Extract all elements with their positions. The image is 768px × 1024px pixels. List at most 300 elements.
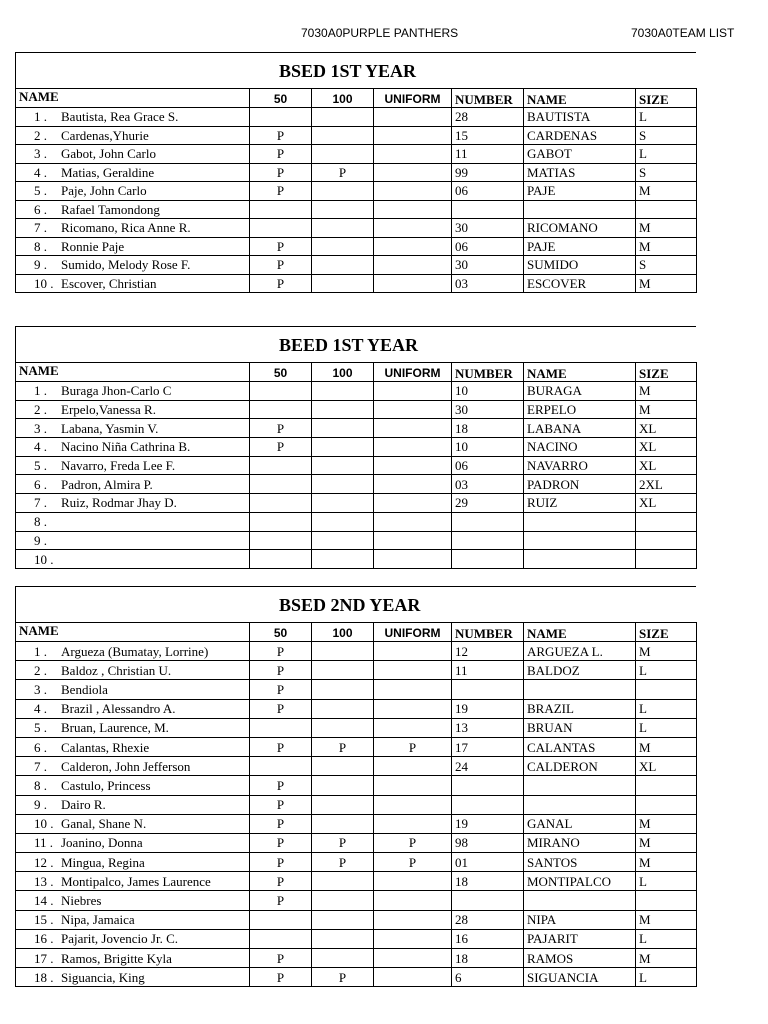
fee-100-cell (312, 219, 374, 238)
col-header-50: 50 (250, 623, 312, 642)
fee-100-cell: P (312, 968, 374, 987)
uniform-cell (374, 237, 452, 256)
name-cell (16, 776, 250, 795)
name-cell (16, 475, 250, 494)
fee-50-cell (250, 550, 312, 569)
jersey-number-cell: 17 (452, 737, 524, 756)
player-name: Sumido, Melody Rose F. (61, 257, 191, 273)
table-row (16, 475, 697, 494)
uniform-cell (374, 718, 452, 737)
jersey-number-cell (452, 795, 524, 814)
jersey-number-cell (452, 531, 524, 550)
fee-100-cell (312, 274, 374, 293)
fee-50-cell: P (250, 126, 312, 145)
name-cell (16, 699, 250, 718)
row-number: 10 . (34, 275, 54, 291)
jersey-number-cell (452, 776, 524, 795)
player-name: Navarro, Freda Lee F. (61, 458, 176, 474)
table-row (16, 795, 697, 814)
size-cell: L (636, 661, 697, 680)
row-number: 3 . (34, 146, 47, 162)
fee-50-cell (250, 531, 312, 550)
fee-50-cell: P (250, 145, 312, 164)
table-row (16, 531, 697, 550)
fee-50-cell (250, 929, 312, 948)
fee-50-cell: P (250, 661, 312, 680)
player-name: Joanino, Donna (61, 835, 143, 851)
size-cell: M (636, 237, 697, 256)
table-row (16, 438, 697, 457)
jersey-number-cell: 19 (452, 814, 524, 833)
jersey-name-cell: GABOT (524, 145, 636, 164)
fee-50-cell (250, 718, 312, 737)
size-cell (636, 512, 697, 531)
jersey-number-cell: 30 (452, 219, 524, 238)
fee-50-cell: P (250, 853, 312, 872)
jersey-name-cell: ERPELO (524, 400, 636, 419)
jersey-number-cell: 01 (452, 853, 524, 872)
jersey-number-cell (452, 200, 524, 219)
jersey-name-cell: MATIAS (524, 163, 636, 182)
jersey-name-cell: MIRANO (524, 833, 636, 852)
fee-100-cell (312, 531, 374, 550)
table-row (16, 456, 697, 475)
section-bsed-2nd-year (15, 586, 696, 987)
fee-100-cell (312, 475, 374, 494)
name-cell (16, 145, 250, 164)
name-cell (16, 795, 250, 814)
player-name: Erpelo,Vanessa R. (61, 402, 156, 418)
player-name: Calantas, Rhexie (61, 739, 150, 755)
name-cell (16, 219, 250, 238)
name-cell (16, 200, 250, 219)
table-row (16, 737, 697, 756)
table-row (16, 550, 697, 569)
col-header-number: NUMBER (452, 89, 524, 108)
fee-50-cell: P (250, 699, 312, 718)
jersey-number-cell: 6 (452, 968, 524, 987)
player-name: Ricomano, Rica Anne R. (61, 220, 191, 236)
uniform-cell (374, 494, 452, 513)
jersey-name-cell: PAJE (524, 237, 636, 256)
jersey-name-cell: BAUTISTA (524, 108, 636, 127)
jersey-number-cell: 18 (452, 949, 524, 968)
table-row (16, 419, 697, 438)
page-header (0, 26, 768, 42)
jersey-number-cell: 06 (452, 456, 524, 475)
uniform-cell (374, 699, 452, 718)
name-cell (16, 550, 250, 569)
jersey-name-cell (524, 891, 636, 910)
fee-100-cell (312, 699, 374, 718)
table-row (16, 400, 697, 419)
name-cell (16, 661, 250, 680)
uniform-cell (374, 200, 452, 219)
fee-100-cell: P (312, 833, 374, 852)
name-cell (16, 949, 250, 968)
uniform-cell (374, 419, 452, 438)
fee-50-cell: P (250, 833, 312, 852)
col-header-number: NUMBER (452, 623, 524, 642)
name-cell (16, 494, 250, 513)
row-number: 4 . (34, 701, 47, 717)
col-header-100: 100 (312, 623, 374, 642)
table-row (16, 200, 697, 219)
row-number: 4 . (34, 439, 47, 455)
table-row (16, 108, 697, 127)
table-row (16, 757, 697, 776)
row-number: 9 . (34, 532, 47, 548)
table-row (16, 891, 697, 910)
row-number: 14 . (34, 893, 54, 909)
fee-100-cell (312, 814, 374, 833)
fee-100-cell (312, 872, 374, 891)
fee-50-cell (250, 200, 312, 219)
fee-50-cell: P (250, 968, 312, 987)
player-name: Mingua, Regina (61, 854, 145, 870)
name-cell (16, 382, 250, 401)
jersey-name-cell: GANAL (524, 814, 636, 833)
size-cell: M (636, 182, 697, 201)
col-header-100: 100 (312, 363, 374, 382)
jersey-number-cell: 11 (452, 145, 524, 164)
team-title: 7030A0PURPLE PANTHERS (301, 26, 459, 40)
uniform-cell (374, 550, 452, 569)
size-cell: M (636, 219, 697, 238)
jersey-name-cell: PAJARIT (524, 929, 636, 948)
col-header-number: NUMBER (452, 363, 524, 382)
jersey-name-cell: RICOMANO (524, 219, 636, 238)
col-header-size: SIZE (636, 89, 697, 108)
size-cell: M (636, 642, 697, 661)
size-cell: L (636, 929, 697, 948)
size-cell: M (636, 814, 697, 833)
row-number: 7 . (34, 758, 47, 774)
jersey-name-cell: PAJE (524, 182, 636, 201)
name-cell (16, 126, 250, 145)
jersey-number-cell: 18 (452, 872, 524, 891)
header-row (16, 363, 697, 382)
player-name: Nipa, Jamaica (61, 912, 135, 928)
player-name: Cardenas,Yhurie (61, 127, 149, 143)
player-name: Nacino Niña Cathrina B. (61, 439, 191, 455)
player-name: Ronnie Paje (61, 238, 125, 254)
jersey-name-cell (524, 200, 636, 219)
jersey-name-cell: BURAGA (524, 382, 636, 401)
jersey-number-cell: 18 (452, 419, 524, 438)
jersey-name-cell: BALDOZ (524, 661, 636, 680)
table-row (16, 680, 697, 699)
name-cell (16, 757, 250, 776)
name-cell (16, 419, 250, 438)
name-cell (16, 163, 250, 182)
jersey-name-cell: BRAZIL (524, 699, 636, 718)
name-cell (16, 642, 250, 661)
jersey-name-cell: NAVARRO (524, 456, 636, 475)
jersey-number-cell: 29 (452, 494, 524, 513)
jersey-number-cell: 28 (452, 108, 524, 127)
roster-table (15, 622, 697, 987)
fee-100-cell (312, 182, 374, 201)
jersey-name-cell: ARGUEZA L. (524, 642, 636, 661)
fee-50-cell: P (250, 795, 312, 814)
fee-100-cell (312, 718, 374, 737)
player-name: Ganal, Shane N. (61, 816, 147, 832)
jersey-number-cell: 06 (452, 182, 524, 201)
table-row (16, 929, 697, 948)
fee-50-cell (250, 400, 312, 419)
jersey-number-cell: 16 (452, 929, 524, 948)
fee-50-cell: P (250, 891, 312, 910)
fee-100-cell (312, 642, 374, 661)
jersey-name-cell: CARDENAS (524, 126, 636, 145)
fee-50-cell: P (250, 274, 312, 293)
jersey-name-cell: SUMIDO (524, 256, 636, 275)
fee-50-cell (250, 757, 312, 776)
col-header-name: NAME (16, 363, 250, 382)
jersey-number-cell: 30 (452, 256, 524, 275)
fee-100-cell (312, 456, 374, 475)
fee-50-cell: P (250, 949, 312, 968)
size-cell: XL (636, 494, 697, 513)
jersey-name-cell: ESCOVER (524, 274, 636, 293)
table-row (16, 872, 697, 891)
size-cell: XL (636, 438, 697, 457)
size-cell: M (636, 910, 697, 929)
table-row (16, 237, 697, 256)
col-header-size: SIZE (636, 623, 697, 642)
jersey-name-cell: RAMOS (524, 949, 636, 968)
table-row (16, 833, 697, 852)
uniform-cell (374, 531, 452, 550)
player-name: Gabot, John Carlo (61, 146, 156, 162)
fee-50-cell: P (250, 642, 312, 661)
uniform-cell (374, 145, 452, 164)
name-cell (16, 872, 250, 891)
uniform-cell (374, 438, 452, 457)
jersey-number-cell: 10 (452, 382, 524, 401)
size-cell: XL (636, 757, 697, 776)
fee-100-cell (312, 929, 374, 948)
name-cell (16, 737, 250, 756)
fee-50-cell: P (250, 182, 312, 201)
size-cell: L (636, 718, 697, 737)
uniform-cell (374, 872, 452, 891)
section-bsed-1st-year (15, 52, 696, 293)
fee-100-cell (312, 891, 374, 910)
row-number: 4 . (34, 164, 47, 180)
table-row (16, 163, 697, 182)
row-number: 8 . (34, 777, 47, 793)
row-number: 1 . (34, 383, 47, 399)
size-cell: M (636, 737, 697, 756)
uniform-cell (374, 814, 452, 833)
name-cell (16, 256, 250, 275)
table-row (16, 910, 697, 929)
fee-100-cell (312, 661, 374, 680)
size-cell: M (636, 400, 697, 419)
fee-50-cell (250, 910, 312, 929)
row-number: 8 . (34, 238, 47, 254)
size-cell: L (636, 968, 697, 987)
uniform-cell (374, 256, 452, 275)
col-header-name: NAME (16, 623, 250, 642)
size-cell: M (636, 833, 697, 852)
table-row (16, 219, 697, 238)
size-cell: M (636, 949, 697, 968)
table-row (16, 512, 697, 531)
fee-50-cell: P (250, 776, 312, 795)
col-header-50: 50 (250, 363, 312, 382)
name-cell (16, 182, 250, 201)
fee-100-cell (312, 680, 374, 699)
row-number: 2 . (34, 402, 47, 418)
name-cell (16, 814, 250, 833)
uniform-cell (374, 968, 452, 987)
fee-100-cell: P (312, 163, 374, 182)
size-cell (636, 795, 697, 814)
fee-100-cell (312, 400, 374, 419)
jersey-number-cell: 12 (452, 642, 524, 661)
table-row (16, 814, 697, 833)
row-number: 18 . (34, 969, 54, 985)
name-cell (16, 833, 250, 852)
name-cell (16, 237, 250, 256)
fee-100-cell (312, 382, 374, 401)
size-cell: S (636, 126, 697, 145)
uniform-cell (374, 910, 452, 929)
fee-100-cell (312, 795, 374, 814)
jersey-name-cell: NACINO (524, 438, 636, 457)
uniform-cell (374, 274, 452, 293)
row-number: 2 . (34, 662, 47, 678)
jersey-name-cell: BRUAN (524, 718, 636, 737)
col-header-uniform: UNIFORM (374, 623, 452, 642)
jersey-number-cell (452, 891, 524, 910)
row-number: 3 . (34, 420, 47, 436)
section-title: BEED 1ST YEAR (15, 326, 696, 362)
player-name: Buraga Jhon-Carlo C (61, 383, 172, 399)
table-row (16, 718, 697, 737)
fee-100-cell (312, 949, 374, 968)
table-row (16, 776, 697, 795)
jersey-name-cell (524, 680, 636, 699)
name-cell (16, 456, 250, 475)
name-cell (16, 531, 250, 550)
fee-100-cell: P (312, 737, 374, 756)
size-cell: 2XL (636, 475, 697, 494)
row-number: 13 . (34, 873, 54, 889)
name-cell (16, 929, 250, 948)
table-row (16, 126, 697, 145)
fee-100-cell (312, 550, 374, 569)
jersey-number-cell (452, 550, 524, 569)
jersey-number-cell (452, 680, 524, 699)
row-number: 8 . (34, 514, 47, 530)
player-name: Siguancia, King (61, 969, 145, 985)
uniform-cell (374, 512, 452, 531)
name-cell (16, 512, 250, 531)
player-name: Castulo, Princess (61, 777, 151, 793)
player-name: Rafael Tamondong (61, 201, 160, 217)
jersey-number-cell: 30 (452, 400, 524, 419)
fee-50-cell (250, 382, 312, 401)
player-name: Pajarit, Jovencio Jr. C. (61, 931, 178, 947)
fee-100-cell (312, 512, 374, 531)
table-row (16, 182, 697, 201)
col-header-name2: NAME (524, 623, 636, 642)
fee-100-cell (312, 910, 374, 929)
player-name: Matias, Geraldine (61, 164, 155, 180)
jersey-number-cell: 15 (452, 126, 524, 145)
row-number: 12 . (34, 854, 54, 870)
jersey-name-cell (524, 512, 636, 531)
header-row (16, 623, 697, 642)
jersey-number-cell: 11 (452, 661, 524, 680)
roster-table (15, 88, 697, 293)
size-cell (636, 891, 697, 910)
col-header-uniform: UNIFORM (374, 363, 452, 382)
uniform-cell (374, 456, 452, 475)
fee-50-cell: P (250, 680, 312, 699)
uniform-cell (374, 382, 452, 401)
row-number: 7 . (34, 220, 47, 236)
size-cell (636, 200, 697, 219)
row-number: 15 . (34, 912, 54, 928)
player-name: Padron, Almira P. (61, 476, 153, 492)
uniform-cell: P (374, 833, 452, 852)
uniform-cell: P (374, 737, 452, 756)
player-name: Calderon, John Jefferson (61, 758, 191, 774)
size-cell (636, 531, 697, 550)
player-name: Montipalco, James Laurence (61, 873, 211, 889)
fee-100-cell: P (312, 853, 374, 872)
jersey-name-cell: NIPA (524, 910, 636, 929)
col-header-100: 100 (312, 89, 374, 108)
jersey-name-cell: SIGUANCIA (524, 968, 636, 987)
player-name: Labana, Yasmin V. (61, 420, 159, 436)
fee-100-cell (312, 237, 374, 256)
table-row (16, 642, 697, 661)
row-number: 7 . (34, 495, 47, 511)
section-title: BSED 2ND YEAR (15, 586, 696, 622)
fee-50-cell (250, 494, 312, 513)
jersey-name-cell: CALANTAS (524, 737, 636, 756)
uniform-cell (374, 929, 452, 948)
fee-100-cell (312, 108, 374, 127)
size-cell: M (636, 274, 697, 293)
jersey-number-cell: 10 (452, 438, 524, 457)
fee-50-cell: P (250, 419, 312, 438)
row-number: 6 . (34, 476, 47, 492)
jersey-number-cell: 06 (452, 237, 524, 256)
row-number: 17 . (34, 950, 54, 966)
header-row (16, 89, 697, 108)
player-name: Brazil , Alessandro A. (61, 701, 176, 717)
name-cell (16, 438, 250, 457)
name-cell (16, 400, 250, 419)
size-cell: L (636, 699, 697, 718)
jersey-name-cell (524, 531, 636, 550)
jersey-name-cell: MONTIPALCO (524, 872, 636, 891)
jersey-name-cell (524, 795, 636, 814)
uniform-cell (374, 776, 452, 795)
table-row (16, 699, 697, 718)
row-number: 2 . (34, 127, 47, 143)
col-header-50: 50 (250, 89, 312, 108)
table-row (16, 256, 697, 275)
player-name: Paje, John Carlo (61, 183, 147, 199)
